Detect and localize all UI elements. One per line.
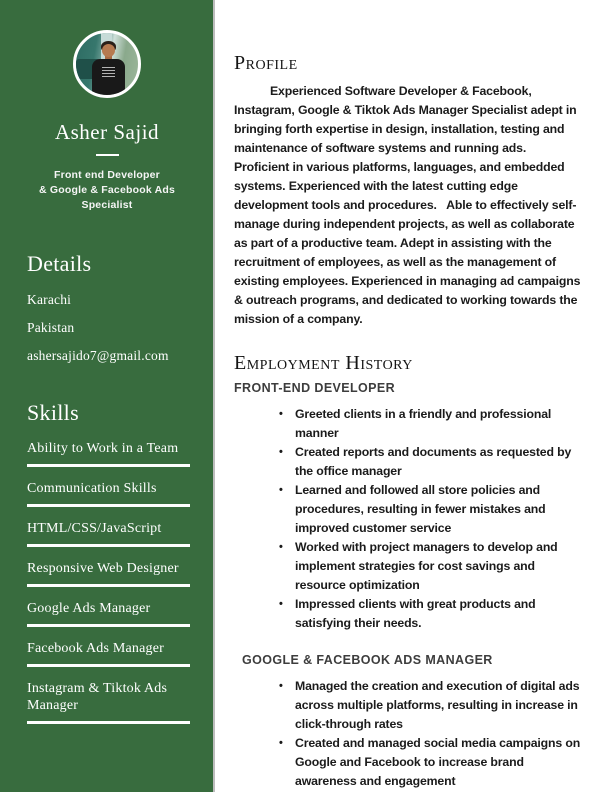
skill-item: Ability to Work in a Team	[27, 440, 190, 467]
skills-section	[27, 400, 187, 724]
skills-list	[27, 440, 187, 724]
photo-person-face	[102, 44, 115, 57]
details-section	[27, 251, 187, 364]
sidebar	[0, 0, 215, 792]
profile-heading: Profile	[234, 52, 298, 74]
skill-item: Instagram & Tiktok Ads Manager	[27, 680, 190, 724]
bullet-item: • Created and managed social media campaigns on Google and Facebook to increase brand awareness and engagement	[279, 734, 582, 791]
bullet-item: • Greeted clients in a friendly and professional manner	[279, 405, 582, 443]
photo-shirt-print	[102, 66, 115, 78]
bullet-item: • Learned and followed all store policies and procedures, resulting in fewer mistakes and improved customer service	[279, 481, 582, 538]
detail-city: Karachi	[27, 292, 72, 307]
skill-item: Communication Skills	[27, 480, 190, 507]
job-title-google-facebook-ads-manager: GOOGLE & FACEBOOK ADS MANAGER	[242, 653, 493, 667]
bullet-item: • Managed the creation and execution of digital ads across multiple platforms, resulting in increase in click-through rates	[279, 677, 582, 734]
profile-photo-wrap	[27, 30, 187, 98]
job-title-front-end-developer: FRONT-END DEVELOPER	[234, 381, 396, 395]
candidate-subtitle	[27, 168, 187, 213]
skill-item: Facebook Ads Manager	[27, 640, 190, 667]
subtitle-line: Front end Developer	[54, 169, 160, 181]
bullet-item: • Impressed clients with great products and satisfying their needs.	[279, 595, 582, 633]
detail-country: Pakistan	[27, 320, 75, 335]
subtitle-line: & Google & Facebook Ads	[38, 184, 176, 196]
job-bullets-front-end-developer	[234, 405, 582, 633]
job-bullets-google-facebook-ads-manager	[234, 677, 582, 791]
bullet-item: • Created reports and documents as requested by the office manager	[279, 443, 582, 481]
main-column	[217, 0, 612, 792]
profile-paragraph: Experienced Software Developer & Facebook, Instagram, Google & Tiktok Ads Manager Specialist adept in bringing forth expertise in design, installation, testing and maintenance of software systems and running ads. Proficient in various platforms, languages, and embedded systems. Experienced with the latest cutting edge development tools and procedures. Able to effectively self-manage during independent projects, as well as collaborate as part of a productive team. Adept in assisting with the recruitment of employees, as well as the management of existing employees. Experienced in managing ad campaigns & outreach programs, and dedicated to working towards the mission of a company.	[234, 84, 584, 326]
subtitle-line: Specialist	[81, 199, 133, 211]
skill-item: Responsive Web Designer	[27, 560, 190, 587]
skills-heading: Skills	[27, 400, 79, 425]
name-divider	[96, 154, 119, 156]
skill-item: Google Ads Manager	[27, 600, 190, 627]
details-heading: Details	[27, 251, 92, 276]
detail-email: ashersajido7@gmail.com	[27, 348, 169, 363]
bullet-item: • Worked with project managers to develop and implement strategies for cost savings and resource optimization	[279, 538, 582, 595]
skill-item: HTML/CSS/JavaScript	[27, 520, 190, 547]
candidate-name: Asher Sajid	[54, 120, 160, 144]
profile-photo	[73, 30, 141, 98]
employment-history-heading: Employment History	[234, 352, 413, 374]
